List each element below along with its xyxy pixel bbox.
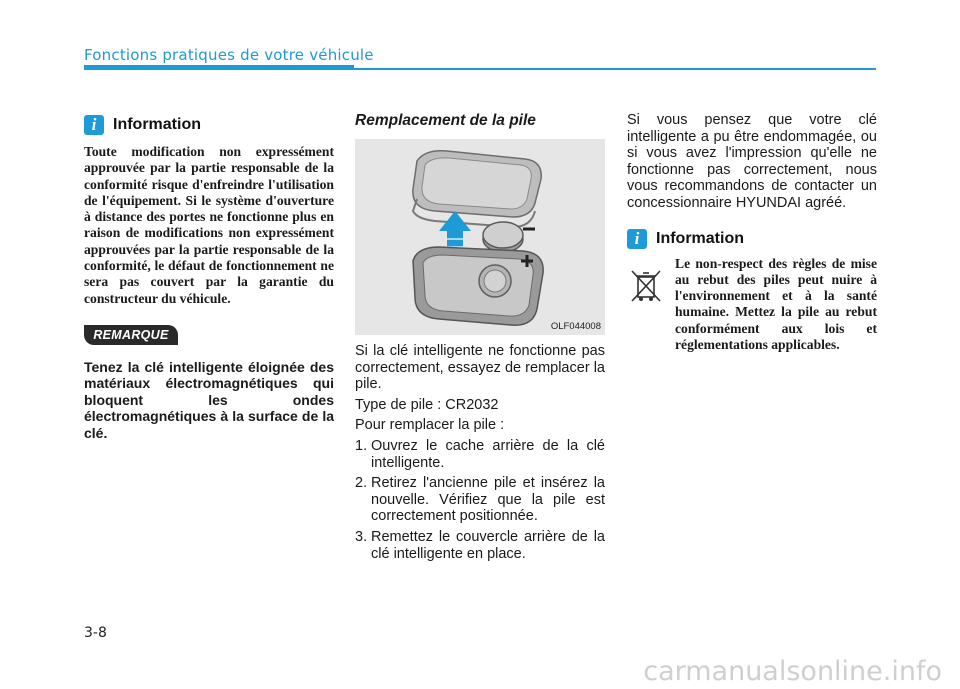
info-title: Information [656,229,744,247]
key-battery-figure [355,139,605,335]
info-icon: i [627,229,647,249]
column-left [84,112,334,441]
page-number: 3-8 [84,625,107,641]
smart-key-illustration [355,139,605,335]
disposal-info [627,256,877,354]
column-right [627,112,877,353]
column-middle [355,112,605,566]
damage-advice-text: Si vous pensez que votre clé intelligente a pu être endommagée, ou si vous avez l'impression qu'elle ne fonctionne pas correctement, nous vous recommandons de contacter un concessionnaire HYUNDAI agréé. [627,112,877,211]
disposal-text: Le non-respect des règles de mise au rebut des piles peut nuire à l'environnement et à la santé humaine. Mettez la pile au rebut conformément aux lois et réglementations applicables. [675,255,877,353]
battery-type: Type de pile : CR2032 [355,396,499,413]
info-heading [84,112,334,138]
figure-code: OLF044008 [550,321,601,332]
info-title: Information [113,116,201,133]
crossed-out-bin-icon [627,266,665,304]
watermark: carmanualsonline.info [643,656,942,687]
list-item [355,529,605,562]
battery-how-to: Pour remplacer la pile : [355,417,505,434]
info-heading [627,226,877,252]
list-item [355,438,605,471]
list-item-text: Ouvrez le cache arrière de la clé intelligente. [371,437,605,471]
list-item-number: 2. [355,475,368,492]
info-icon: i [84,115,104,135]
list-item-number: 1. [355,437,368,454]
battery-instructions [355,343,605,562]
remarque-badge: REMARQUE [84,325,178,345]
battery-section-title: Remplacement de la pile [355,112,536,129]
remarque-text: Tenez la clé intelligente éloignée des matériaux électromagnétiques qui bloquent les ondes électromagnétiques à la surface de la clé. [84,358,334,441]
battery-intro: Si la clé intelligente ne fonctionne pas correctement, essayez de remplacer la pile. [355,343,605,393]
list-item [355,475,605,525]
header-rule [84,68,876,70]
info-text: Toute modification non expressément approuvée par la partie responsable de la conformité risque d'enfreindre l'utilisation de l'équipement. Si le système d'ouverture à distance des portes ne fonctionne plus en raison de modifications non expressément approuvées par la partie responsable de la conformité, le défaut de fonctionnement ne sera pas couvert par la garantie du constructeur du véhicule. [84,144,334,306]
list-item-text: Retirez l'ancienne pile et insérez la nouvelle. Vérifiez que la pile est correctement positionnée. [371,475,605,525]
list-item-number: 3. [355,528,368,545]
section-header-title: Fonctions pratiques de votre véhicule [84,46,374,64]
list-item-text: Remettez le couvercle arrière de la clé intelligente en place. [371,528,605,562]
